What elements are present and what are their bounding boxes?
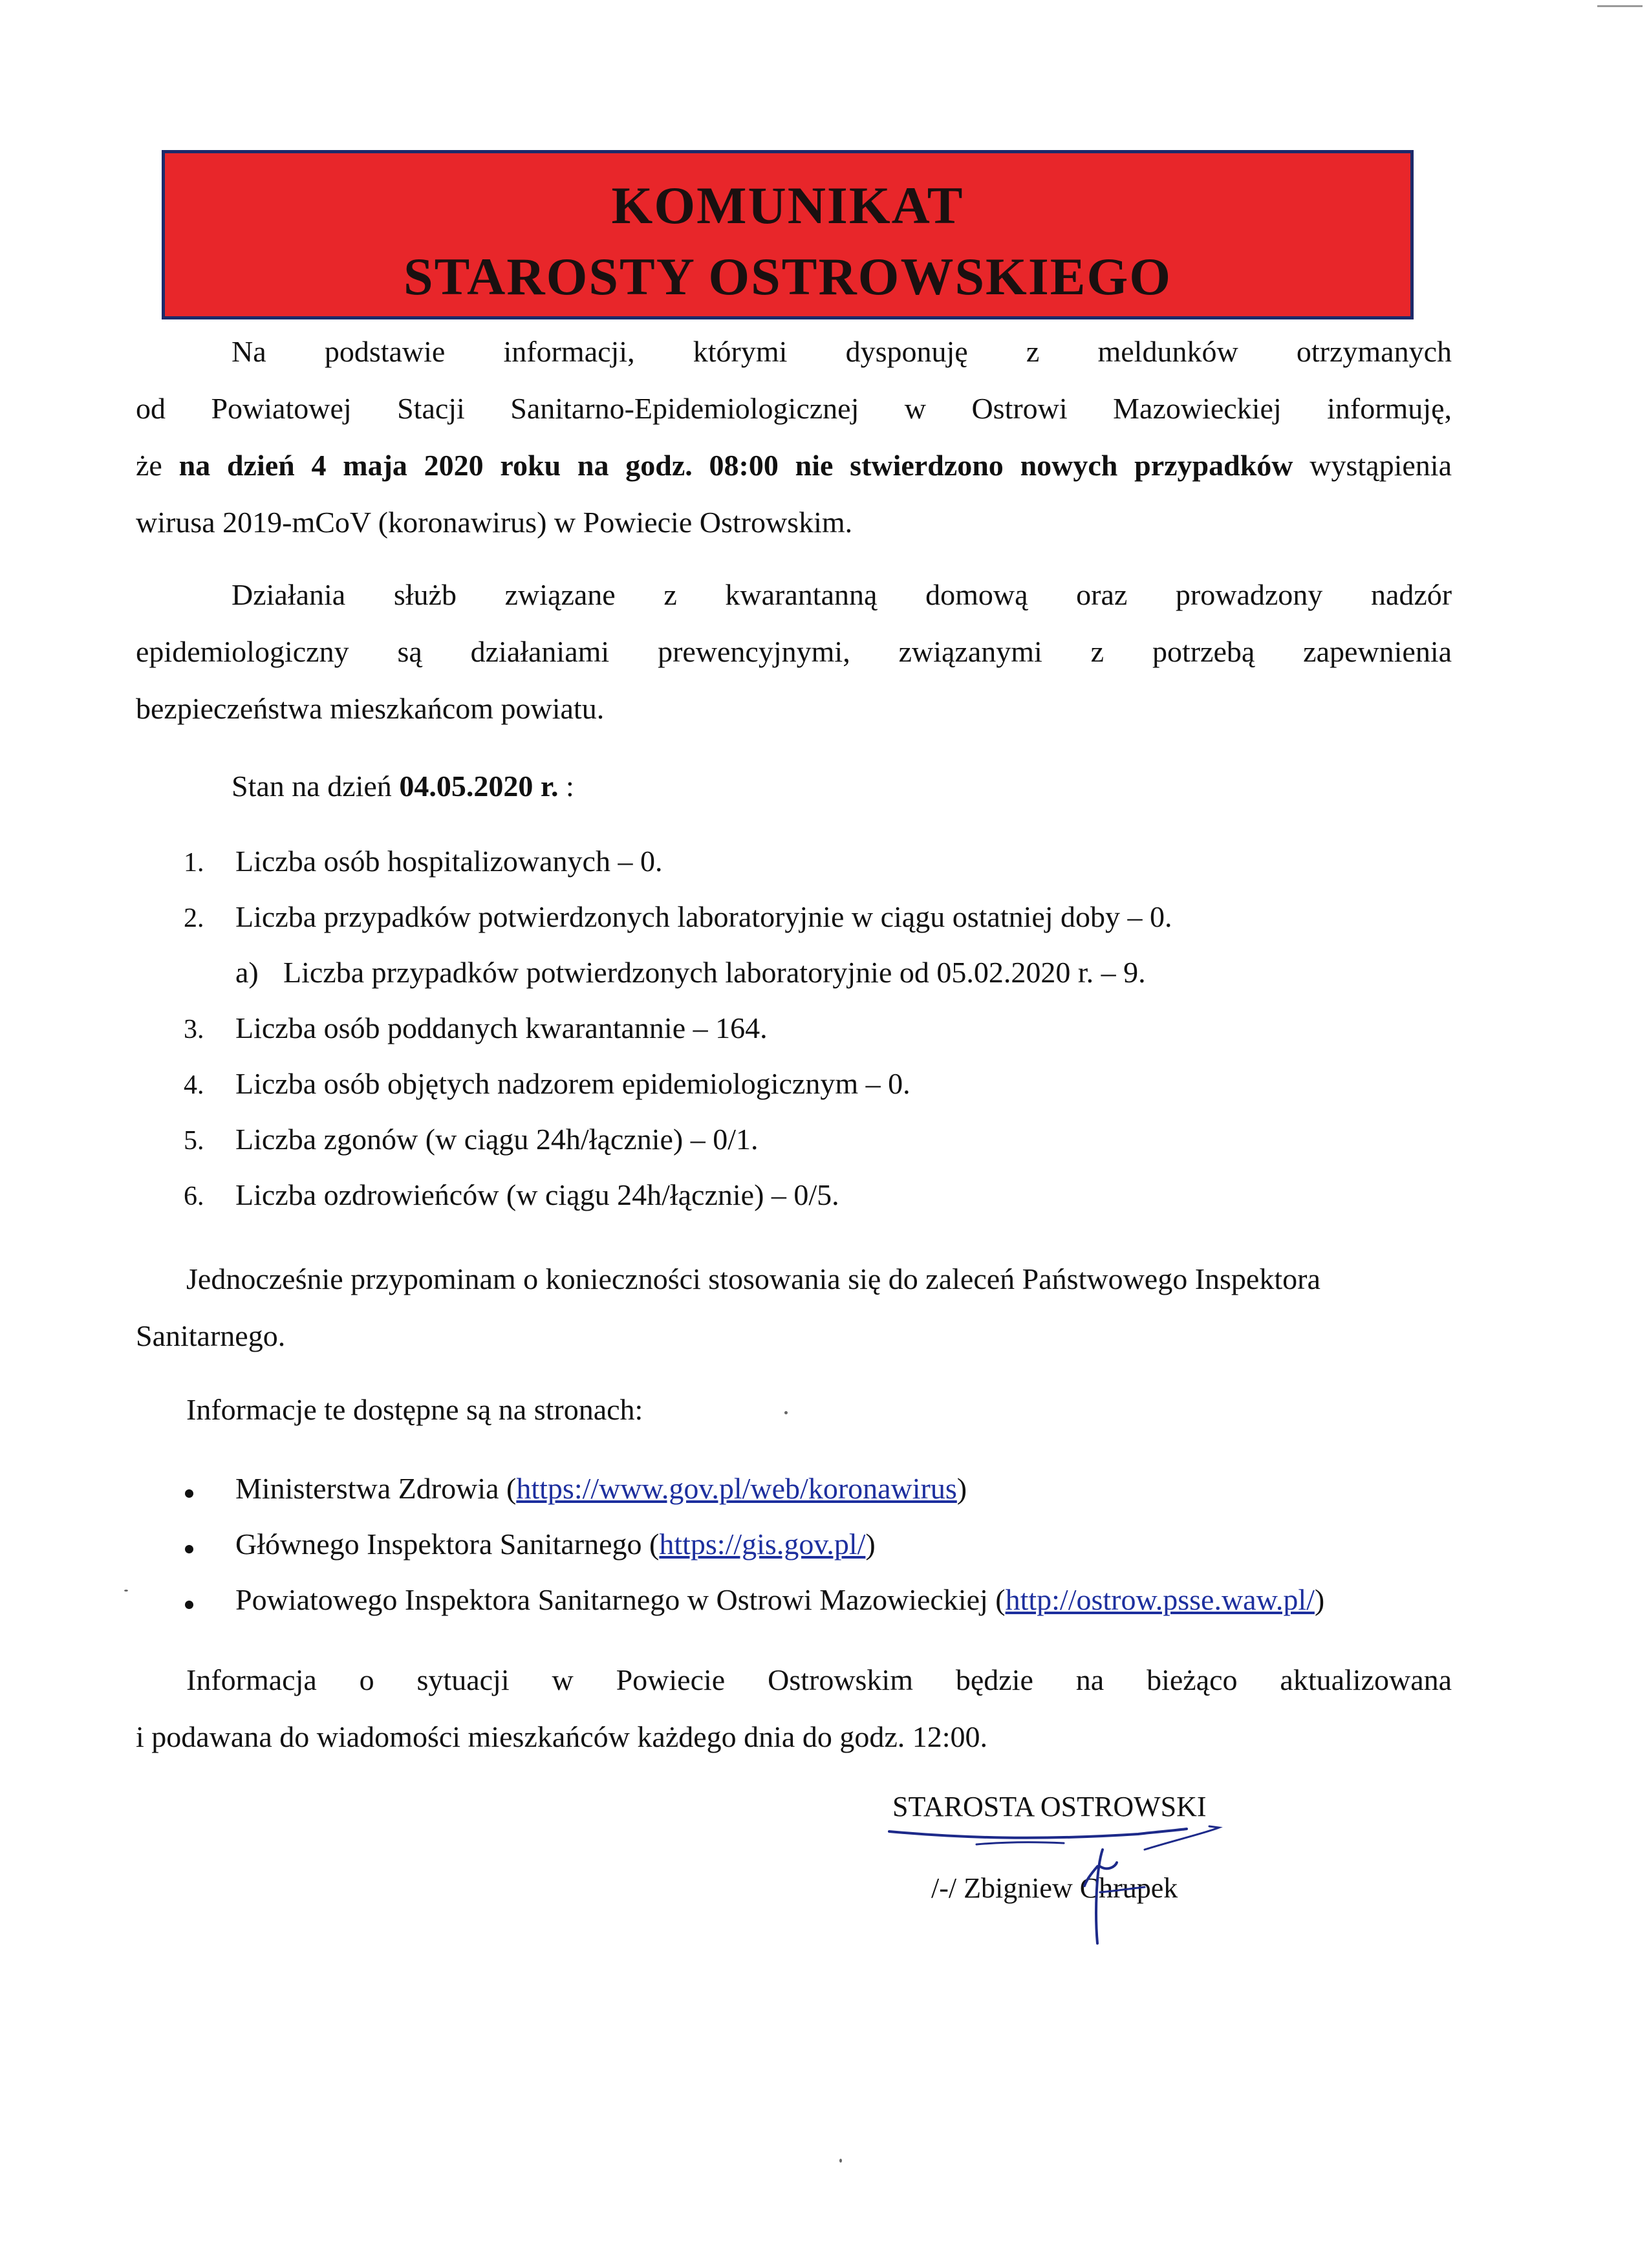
word: z — [1090, 635, 1105, 668]
list-number: 4. — [184, 1070, 204, 1100]
intro-paragraph — [136, 323, 1452, 551]
header-banner — [162, 150, 1414, 319]
scan-speck — [839, 2159, 842, 2163]
intro-line-2 — [136, 380, 1452, 437]
word: na — [1075, 1663, 1105, 1696]
status-line — [232, 767, 574, 806]
intro-suffix: wystąpienia — [1293, 449, 1452, 482]
word: z — [663, 578, 677, 611]
word: Sanitarno-Epidemiologicznej — [510, 392, 859, 425]
intro-prefix: że — [136, 449, 179, 482]
word: epidemiologiczny — [136, 635, 349, 668]
link-suffix: ) — [865, 1528, 876, 1561]
word: potrzebą — [1152, 635, 1255, 668]
word: nadzór — [1370, 578, 1452, 611]
word: Stacji — [397, 392, 465, 425]
closing-line-1 — [136, 1652, 1452, 1709]
link-item — [235, 1581, 1324, 1619]
link-suffix: ) — [1314, 1583, 1325, 1616]
status-suffix: : — [558, 770, 574, 803]
word: Ostrowskim — [768, 1663, 913, 1696]
word: oraz — [1076, 578, 1128, 611]
scan-speck — [784, 1411, 788, 1414]
list-subitem-marker: a) — [235, 956, 259, 989]
actions-line-2 — [136, 623, 1452, 680]
word: działaniami — [470, 635, 610, 668]
actions-line-3: bezpieczeństwa mieszkańcom powiatu. — [136, 692, 605, 725]
link-prefix: Powiatowego Inspektora Sanitarnego w Ostrowi Mazowieckiej ( — [235, 1583, 1006, 1616]
word: z — [1026, 335, 1040, 368]
word: Mazowieckiej — [1113, 392, 1282, 425]
list-item: Liczba osób poddanych kwarantannie – 164. — [235, 1011, 768, 1044]
list-item: Liczba ozdrowieńców (w ciągu 24h/łącznie) – 0/5. — [235, 1178, 839, 1211]
list-item: Liczba osób hospitalizowanych – 0. — [235, 845, 663, 878]
header-title-line2: STAROSTY OSTROWSKIEGO — [403, 247, 1172, 306]
gov-link[interactable]: https://www.gov.pl/web/koronawirus — [516, 1472, 957, 1505]
word: informacji, — [503, 335, 635, 368]
word: aktualizowana — [1280, 1663, 1452, 1696]
reminder-paragraph — [136, 1251, 1452, 1365]
word: związanymi — [898, 635, 1042, 668]
word: są — [397, 635, 422, 668]
status-prefix: Stan na dzień — [232, 770, 400, 803]
word: dysponuję — [845, 335, 968, 368]
word: sytuacji — [416, 1663, 510, 1696]
bullet-icon — [185, 1601, 193, 1609]
list-number: 3. — [184, 1015, 204, 1044]
bullet-icon — [185, 1545, 193, 1553]
list-subitem: Liczba przypadków potwierdzonych laboratoryjnie od 05.02.2020 r. – 9. — [283, 956, 1146, 989]
link-prefix: Głównego Inspektora Sanitarnego ( — [235, 1528, 660, 1561]
link-item — [235, 1469, 967, 1508]
word: Na — [232, 335, 266, 368]
word: prewencyjnymi, — [658, 635, 850, 668]
intro-line-4: wirusa 2019-mCoV (koronawirus) w Powiecie Ostrowskim. — [136, 506, 853, 539]
list-number: 6. — [184, 1182, 204, 1211]
word: kwarantanną — [725, 578, 878, 611]
word: Działania — [232, 578, 346, 611]
word: w — [552, 1663, 574, 1696]
signature-name: /-/ Zbigniew Chrupek — [931, 1872, 1178, 1904]
scan-speck — [124, 1590, 128, 1592]
word: podstawie — [324, 335, 446, 368]
word: o — [359, 1663, 374, 1696]
psse-link[interactable]: http://ostrow.psse.waw.pl/ — [1005, 1583, 1315, 1616]
intro-line-1 — [136, 323, 1452, 380]
word: otrzymanych — [1296, 335, 1452, 368]
info-intro: Informacje te dostępne są na stronach: — [186, 1393, 643, 1426]
reminder-line-1: Jednocześnie przypominam o konieczności stosowania się do zaleceń Państwowego Inspektora — [186, 1262, 1320, 1295]
signature-title: STAROSTA OSTROWSKI — [892, 1791, 1207, 1822]
status-date: 04.05.2020 r. — [399, 770, 559, 803]
list-number: 1. — [184, 848, 204, 878]
gis-link[interactable]: https://gis.gov.pl/ — [659, 1528, 866, 1561]
link-suffix: ) — [956, 1472, 967, 1505]
word: bieżąco — [1147, 1663, 1238, 1696]
word: służb — [393, 578, 457, 611]
closing-paragraph — [136, 1652, 1452, 1766]
list-item: Liczba osób objętych nadzorem epidemiologicznym – 0. — [235, 1067, 911, 1100]
link-item — [235, 1525, 876, 1564]
intro-highlight: na dzień 4 maja 2020 roku na godz. 08:00 nie stwierdzono nowych przypadków — [178, 449, 1293, 482]
list-number: 2. — [184, 903, 204, 933]
word: którymi — [693, 335, 788, 368]
word: od — [136, 392, 166, 425]
word: związane — [504, 578, 616, 611]
word: domową — [925, 578, 1028, 611]
scan-edge-mark — [1597, 5, 1643, 7]
handwritten-signature — [883, 1804, 1245, 1947]
list-number: 5. — [184, 1126, 204, 1156]
word: będzie — [955, 1663, 1033, 1696]
word: prowadzony — [1175, 578, 1323, 611]
actions-paragraph — [136, 567, 1452, 737]
list-item: Liczba przypadków potwierdzonych laboratoryjnie w ciągu ostatniej doby – 0. — [235, 900, 1172, 933]
word: Powiecie — [616, 1663, 726, 1696]
word: informuję, — [1327, 392, 1452, 425]
word: zapewnienia — [1303, 635, 1452, 668]
word: meldunków — [1097, 335, 1238, 368]
reminder-line-2: Sanitarnego. — [136, 1319, 286, 1352]
word: w — [904, 392, 927, 425]
closing-line-2: i podawana do wiadomości mieszkańców każdego dnia do godz. 12:00. — [136, 1720, 988, 1753]
link-prefix: Ministerstwa Zdrowia ( — [235, 1472, 517, 1505]
actions-line-1 — [136, 567, 1452, 623]
intro-line-3 — [136, 437, 1452, 494]
word: Ostrowi — [971, 392, 1068, 425]
word: Powiatowej — [211, 392, 352, 425]
word: Informacja — [186, 1663, 317, 1696]
header-title-line1: KOMUNIKAT — [611, 176, 964, 235]
list-item: Liczba zgonów (w ciągu 24h/łącznie) – 0/1. — [235, 1123, 759, 1156]
bullet-icon — [185, 1489, 193, 1498]
